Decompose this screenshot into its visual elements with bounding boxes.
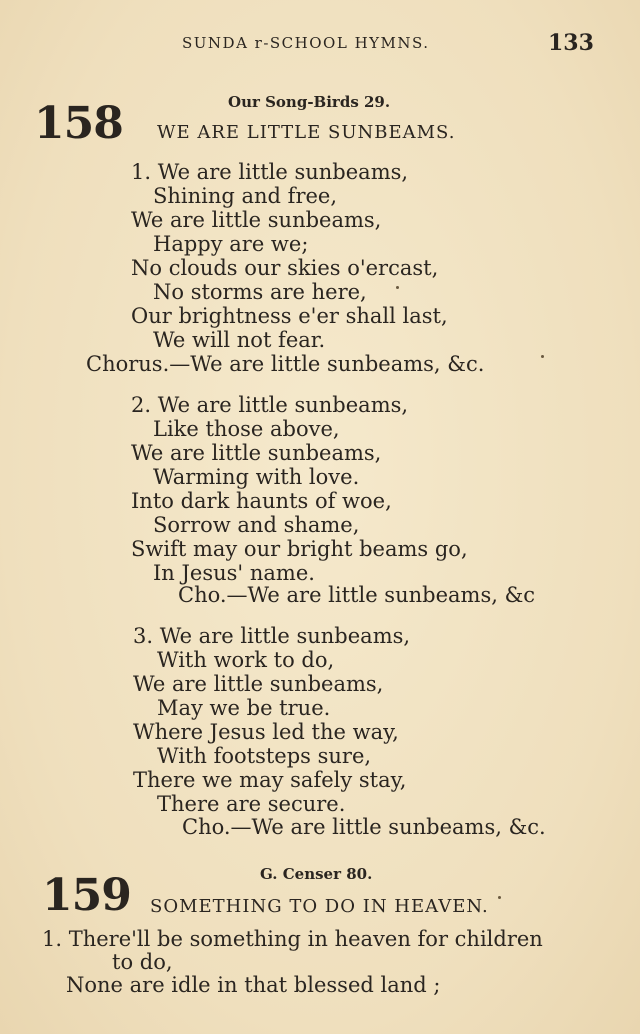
hymn-number: 159 [42,870,131,921]
verse-line: 1. There'll be something in heaven for children [42,927,543,951]
paper-speck [396,286,399,289]
hymn-number: 158 [34,98,123,149]
chorus-line: Chorus.—We are little sunbeams, &c. [86,352,485,376]
paper-speck [541,355,544,358]
verse-line: No clouds our skies o'ercast, [131,256,439,280]
paper-speck [498,896,501,899]
verse-line: With work to do, [157,648,335,672]
running-title: SUNDA r-SCHOOL HYMNS. [182,34,430,52]
hymn-title: SOMETHING TO DO IN HEAVEN. [150,896,489,917]
verse-line: None are idle in that blessed land ; [66,973,441,997]
verse-line: Into dark haunts of woe, [131,489,392,513]
verse-line: With footsteps sure, [157,744,372,768]
verse-line: Where Jesus led the way, [133,720,399,744]
verse-line: Like those above, [153,417,340,441]
verse-line: 1. We are little sunbeams, [131,160,409,184]
verse-line: to do, [112,950,173,974]
chorus-line: Cho.—We are little sunbeams, &c [178,583,536,607]
verse-line: In Jesus' name. [153,561,315,585]
verse-line: Sorrow and shame, [153,513,360,537]
verse-line: We will not fear. [153,328,326,352]
verse-line: Swift may our bright beams go, [131,537,468,561]
hymn-title: WE ARE LITTLE SUNBEAMS. [157,122,456,143]
verse-line: There we may safely stay, [133,768,407,792]
verse-line: Warming with love. [153,465,360,489]
verse-line: Shining and free, [153,184,338,208]
page-number: 133 [548,30,594,56]
verse-line: Happy are we; [153,232,309,256]
tune-name: G. Censer 80. [260,865,373,883]
verse-line: 2. We are little sunbeams, [131,393,409,417]
verse-line: May we be true. [157,696,331,720]
verse-line: We are little sunbeams, [131,208,382,232]
verse-line: We are little sunbeams, [133,672,384,696]
verse-line: Our brightness e'er shall last, [131,304,448,328]
verse-line: No storms are here, [153,280,367,304]
chorus-line: Cho.—We are little sunbeams, &c. [182,815,546,839]
tune-name: Our Song-Birds 29. [228,93,391,111]
verse-line: There are secure. [157,792,346,816]
verse-line: We are little sunbeams, [131,441,382,465]
verse-line: 3. We are little sunbeams, [133,624,411,648]
